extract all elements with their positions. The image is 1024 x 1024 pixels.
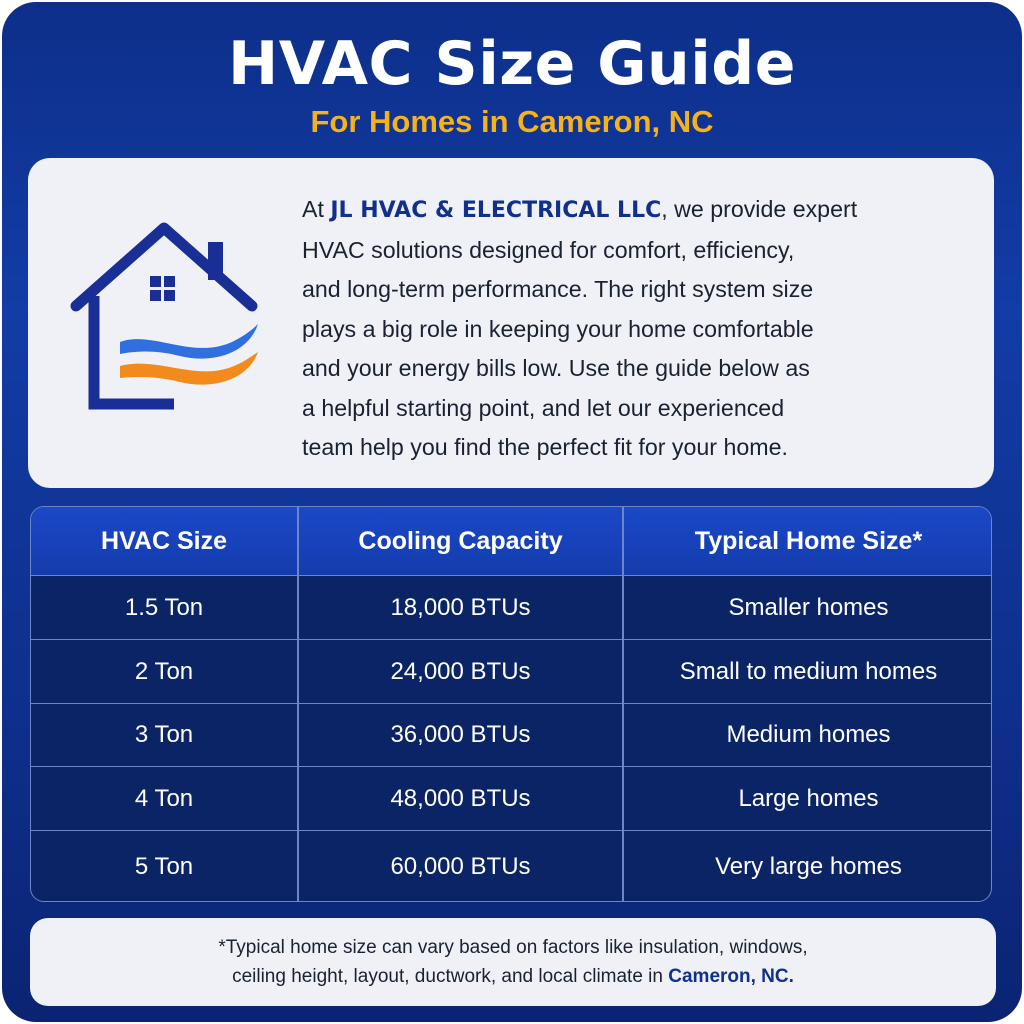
table-row — [31, 831, 991, 902]
header-cooling-capacity: Cooling Capacity — [358, 527, 563, 555]
intro-prefix: At — [302, 196, 331, 222]
window-icon — [150, 276, 175, 301]
table-row — [31, 640, 991, 704]
footnote-text — [30, 933, 996, 991]
cell-home-size: Large homes — [738, 784, 879, 812]
header-home-size: Typical Home Size* — [694, 527, 923, 555]
cell-cooling-capacity: 18,000 BTUs — [390, 593, 531, 621]
chimney — [208, 242, 223, 280]
page-subtitle: For Homes in Cameron, NC — [310, 104, 714, 139]
cell-home-size: Very large homes — [715, 852, 902, 880]
intro-line-5: and your energy bills low. Use the guide below as — [302, 355, 810, 381]
footnote-place: Cameron, NC. — [668, 966, 794, 987]
cell-cooling-capacity: 60,000 BTUs — [390, 852, 531, 880]
footnote-line-2: ceiling height, layout, ductwork, and local climate in — [232, 966, 669, 987]
cell-home-size: Small to medium homes — [679, 657, 938, 685]
table-row — [31, 767, 991, 831]
intro-line-1: , we provide expert — [661, 196, 858, 222]
cell-home-size: Medium homes — [726, 721, 891, 748]
cell-hvac-size: 5 Ton — [134, 852, 194, 880]
intro-line-3: and long-term performance. The right system size — [302, 276, 814, 302]
footnote-line-1: *Typical home size can vary based on factors like insulation, windows, — [218, 937, 808, 958]
cell-hvac-size: 4 Ton — [134, 784, 194, 812]
page-title: HVAC Size Guide — [228, 29, 796, 99]
cell-hvac-size: 2 Ton — [134, 657, 194, 685]
cell-cooling-capacity: 36,000 BTUs — [390, 721, 531, 748]
house-airflow-icon — [62, 214, 268, 414]
cell-home-size: Smaller homes — [728, 593, 889, 621]
table-row — [31, 704, 991, 767]
cell-cooling-capacity: 24,000 BTUs — [390, 657, 531, 685]
cell-cooling-capacity: 48,000 BTUs — [390, 784, 531, 812]
intro-line-6: a helpful starting point, and let our experienced — [302, 394, 785, 421]
table-row — [31, 576, 991, 640]
intro-line-7: team help you find the perfect fit for your home. — [302, 434, 788, 460]
intro-paragraph — [302, 190, 982, 468]
cell-hvac-size: 3 Ton — [134, 721, 194, 748]
cell-hvac-size: 1.5 Ton — [124, 593, 204, 621]
intro-line-4: plays a big role in keeping your home comfortable — [302, 315, 814, 342]
column-divider — [622, 507, 624, 901]
intro-line-2: HVAC solutions designed for comfort, efficiency, — [302, 236, 795, 263]
airflow-wave-blue — [120, 324, 258, 359]
header-hvac-size: HVAC Size — [101, 527, 227, 555]
company-name: JL HVAC & ELECTRICAL LLC — [330, 198, 662, 223]
column-divider — [297, 507, 299, 901]
size-table — [30, 506, 992, 902]
table-header — [31, 507, 991, 576]
